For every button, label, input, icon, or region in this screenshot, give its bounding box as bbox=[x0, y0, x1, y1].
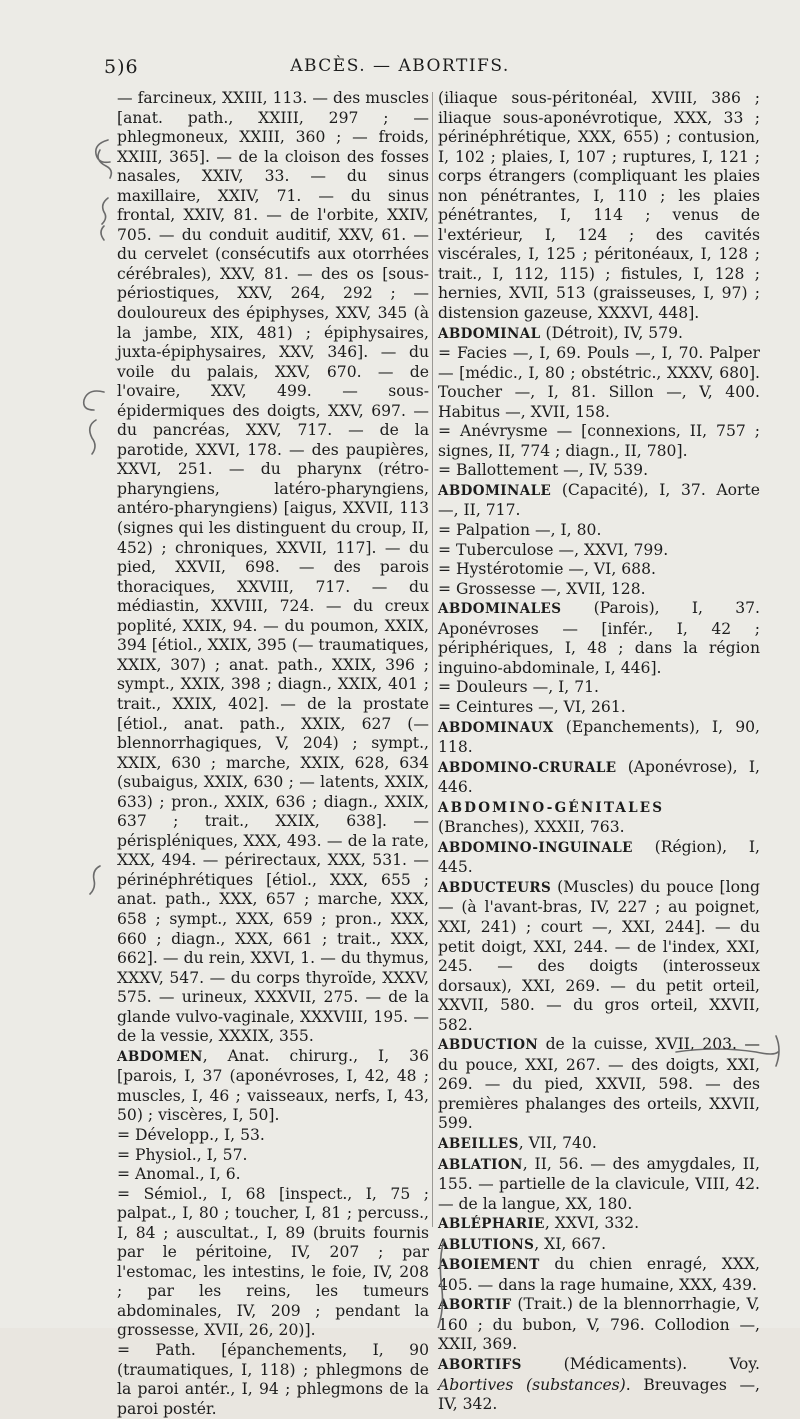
index-entry: = Douleurs —, I, 71. bbox=[438, 678, 600, 697]
entry-text: , II, 56. — des amygdales, II, 155. — partielle de la clavicule, VIII, 42. — de la langue, XX, 180. bbox=[438, 1154, 760, 1213]
margin-pencil-mark-2 bbox=[101, 198, 108, 240]
column-divider bbox=[432, 92, 433, 1227]
entry-text: (Parois), I, 37. Aponévroses — [infér., I, 42 ; périphériques, I, 48 ; dans la région inguino-abdominale, I, 446]. bbox=[438, 599, 760, 677]
entry-text: (Trait.) de la blennorrhagie, V, 160 ; du bubon, V, 796. Collodion —, XXII, 369. bbox=[438, 1295, 760, 1354]
entry-headword: ABLATION bbox=[438, 1156, 523, 1173]
entry-headword: ABDOMINO-CRURALE bbox=[438, 759, 617, 776]
page-header bbox=[0, 56, 800, 86]
entry-headword: ABDUCTEURS bbox=[438, 879, 552, 896]
index-entry: — farcineux, XXIII, 113. — des muscles [anat. path., XXIII, 297 ; — phlegmoneux, XXIII, 360 ; — froids, XXIII, 365]. — de la cloison des fosses nasales, XXIV, 33. — du sinus maxillaire, XXIV, 71. — du sinus frontal, XXIV, 81. — de l'orbite, XXIV, 705. — du conduit auditif, XXV, 61. — du cervelet (consécutifs aux otorrhées cérébrales), XXV, 81. — des os [sous-périostiques, XXV, 264, 292 ; — douloureux des épiphyses, XXV, 345 (à la jambe, XIX, 481) ; épiphysaires, juxta-épiphysaires, XXV, 346]. — du voile du palais, XXV, 670. — de l'ovaire, XXV, 499. — sous-épidermiques des doigts, XXV, 697. — du pancréas, XXV, 717. — de la parotide, XXVI, 178. — des paupières, XXVI, 251. — du pharynx (rétro-pharyngiens, latéro-pharyngiens, antéro-pharyngiens) [aigus, XXVII, 113 (signes qui les distinguent du croup, II, 452) ; chroniques, XXVII, 117]. — du pied, XXVII, 698. — des parois thoraciques, XXVIII, 717. — du médiastin, XXVIII, 724. — du creux poplité, XXIX, 94. — du poumon, XXIX, 394 [étiol., XXIX, 395 (— traumatiques, XXIX, 307) ; anat. path., XXIX, 396 ; sympt., XXIX, 398 ; diagn., XXIX, 401 ; trait., XXIX, 402]. — de la prostate [étiol., anat. path., XXIX, 627 (— blennorrhagiques, V, 204) ; sympt., XXIX, 630 ; marche, XXIX, 628, 634 (subaigus, XXIX, 630 ; — latents, XXIX, 633) ; pron., XXIX, 636 ; diagn., XXIX, 637 ; trait., XXIX, 638]. — périspléniques, XXX, 493. — de la rate, XXX, 494. — périrectaux, XXX, 531. — périnéphrétiques [étiol., XXX, 655 ; anat. path., XXX, 657 ; marche, XXX, 658 ; sympt., XXX, 659 ; pron., XXX, 660 ; diagn., XXX, 661 ; trait., XXX, 662]. — du rein, XXVI, 1. — du thymus, XXXV, 547. — du corps thyroïde, XXXV, 575. — urineux, XXXVII, 275. — de la glande vulvo-vaginale, XXXVIII, 195. — de la vessie, XXXIX, 355. bbox=[117, 89, 429, 1046]
index-entry bbox=[438, 1214, 760, 1235]
index-entry bbox=[438, 599, 760, 678]
index-entry bbox=[438, 1255, 760, 1295]
entry-text: (Médicaments). Voy. bbox=[521, 1355, 760, 1373]
entry-headword: ABDOMINO-GÉNITALES bbox=[438, 799, 665, 816]
index-entry bbox=[438, 481, 760, 521]
entry-text: , Anat. chirurg., I, 36 [parois, I, 37 (aponévroses, I, 42, 48 ; muscles, I, 46 ; vaisseaux, nerfs, I, 43, 50) ; viscères, I, 50]. bbox=[117, 1046, 429, 1125]
entry-text: (Détroit), IV, 579. bbox=[540, 323, 683, 342]
index-entry: = Grossesse —, XVII, 128. bbox=[438, 579, 646, 598]
entry-headword: ABDUCTION bbox=[438, 1037, 539, 1054]
index-entry bbox=[438, 1035, 760, 1134]
index-entry: = Tuberculose —, XXVI, 799. bbox=[438, 540, 669, 559]
entry-headword: ABLÉPHARIE bbox=[438, 1216, 545, 1233]
index-entry: = Ceintures —, VI, 261. bbox=[438, 697, 626, 716]
entry-text: , XI, 667. bbox=[534, 1234, 607, 1253]
entry-headword: ABDOMINO-INGUINALE bbox=[438, 839, 633, 856]
entry-headword: ABDOMINAL bbox=[438, 325, 541, 342]
index-entry: = Facies —, I, 69. Pouls —, I, 70. Palper — [médic., I, 80 ; obstétric., XXXV, 680]. Toucher —, I, 81. Sillon —, V, 400. Habitus —, XVII, 158. bbox=[438, 344, 760, 421]
index-entry bbox=[438, 1134, 760, 1155]
entry-headword: ABDOMINALE bbox=[438, 482, 552, 499]
entry-headword: ABDOMINAUX bbox=[438, 719, 554, 736]
index-entry: = Sémiol., I, 68 [inspect., I, 75 ; palpat., I, 80 ; toucher, I, 81 ; percuss., I, 84 ; auscultat., I, 89 (bruits fournis par le péritoine, IV, 207 ; par l'estomac, les intestins, le foie, IV, 208 ; par les reins, les tumeurs abdominales, IV, 209 ; pendant la grossesse, XVII, 26, 20)]. bbox=[117, 1184, 429, 1340]
index-entry bbox=[438, 758, 760, 798]
entry-text-tail: . Breuvages —, IV, 342. bbox=[438, 1375, 760, 1414]
index-entry bbox=[438, 324, 760, 345]
entry-headword: ABEILLES bbox=[438, 1135, 519, 1152]
index-entry bbox=[438, 718, 760, 758]
index-entry bbox=[438, 838, 760, 878]
entry-text: (Branches), XXXII, 763. bbox=[438, 818, 625, 837]
entry-text: de la cuisse, XVII, 203. — du pouce, XXI, 267. — des doigts, XXI, 269. — du pied, XXVII, 598. — des premières phalanges des orteils, XXVII, 599. bbox=[438, 1035, 760, 1133]
index-entry: = Anévrysme — [connexions, II, 757 ; signes, II, 774 ; diagn., II, 780]. bbox=[438, 422, 760, 460]
margin-pencil-mark-4 bbox=[90, 866, 100, 894]
index-entry bbox=[438, 1155, 760, 1215]
index-entry bbox=[117, 1047, 429, 1126]
entry-text: (Epanchements), I, 90, 118. bbox=[438, 717, 760, 757]
index-entry: = Ballottement —, IV, 539. bbox=[438, 461, 649, 480]
entry-headword: ABORTIFS bbox=[438, 1357, 522, 1373]
entry-headword: ABDOMEN bbox=[117, 1048, 203, 1065]
index-entry: = Palpation —, I, 80. bbox=[438, 521, 602, 540]
margin-pencil-mark-1 bbox=[96, 140, 112, 178]
entry-headword: ABOIEMENT bbox=[438, 1257, 540, 1274]
left-column bbox=[117, 89, 429, 1419]
entry-text: (Aponévrose), I, 446. bbox=[438, 757, 760, 797]
entry-headword: ABDOMINALES bbox=[438, 601, 562, 618]
index-entry: = Développ., I, 53. bbox=[117, 1125, 265, 1144]
entry-text: (Capacité), I, 37. Aorte —, II, 717. bbox=[438, 480, 760, 520]
index-entry: (iliaque sous-péritonéal, XVIII, 386 ; iliaque sous-aponévrotique, XXX, 33 ; périnéphrétique, XXX, 655) ; contusion, I, 102 ; plaies, I, 107 ; ruptures, I, 121 ; corps étrangers (compliquant les plaies non pénétrantes, I, 110 ; les plaies pénétrantes, I, 114 ; venus de l'extérieur, I, 124 ; des cavités viscérales, I, 125 ; péritonéaux, I, 128 ; trait., I, 112, 115) ; fistules, I, 128 ; hernies, XVII, 513 (graisseuses, I, 97) ; distension gazeuse, XXXVI, 448]. bbox=[438, 89, 760, 323]
entry-text: , VII, 740. bbox=[518, 1133, 597, 1152]
index-entry bbox=[438, 1355, 760, 1415]
index-entry bbox=[438, 1295, 760, 1355]
running-head: ABCÈS. — ABORTIFS. bbox=[290, 56, 510, 76]
index-entry bbox=[438, 1235, 760, 1256]
index-entry: = Path. [épanchements, I, 90 (traumatiques, I, 118) ; phlegmons de la paroi antér., I, 94 ; phlegmons de la paroi postér. bbox=[117, 1341, 429, 1418]
entry-headword: ABLUTIONS bbox=[438, 1236, 535, 1253]
index-entry bbox=[438, 798, 760, 838]
page-number: 5)6 bbox=[104, 56, 139, 78]
right-column bbox=[438, 89, 760, 1415]
index-entry: = Physiol., I, 57. bbox=[117, 1145, 248, 1164]
index-entry: = Anomal., I, 6. bbox=[117, 1165, 241, 1184]
margin-pencil-mark-3 bbox=[84, 391, 104, 454]
entry-cross-reference: Abortives (substances) bbox=[438, 1375, 626, 1394]
entry-text: du chien enragé, XXX, 405. — dans la rage humaine, XXX, 439. bbox=[438, 1255, 760, 1294]
entry-headword: ABORTIF bbox=[438, 1297, 512, 1314]
entry-text: (Région), I, 445. bbox=[438, 837, 760, 877]
entry-text: (Muscles) du pouce [long — (à l'avant-bras, IV, 227 ; au poignet, XXI, 241) ; court —, XXI, 244]. — du petit doigt, XXI, 244. — de l'index, XXI, 245. — des doigts (interosseux dorsaux), XXI, 269. — du petit orteil, XXVII, 580. — du gros orteil, XXVII, 582. bbox=[438, 877, 760, 1034]
index-entry: = Hystérotomie —, VI, 688. bbox=[438, 560, 656, 579]
entry-text: , XXVI, 332. bbox=[544, 1214, 640, 1233]
index-entry bbox=[438, 878, 760, 1035]
